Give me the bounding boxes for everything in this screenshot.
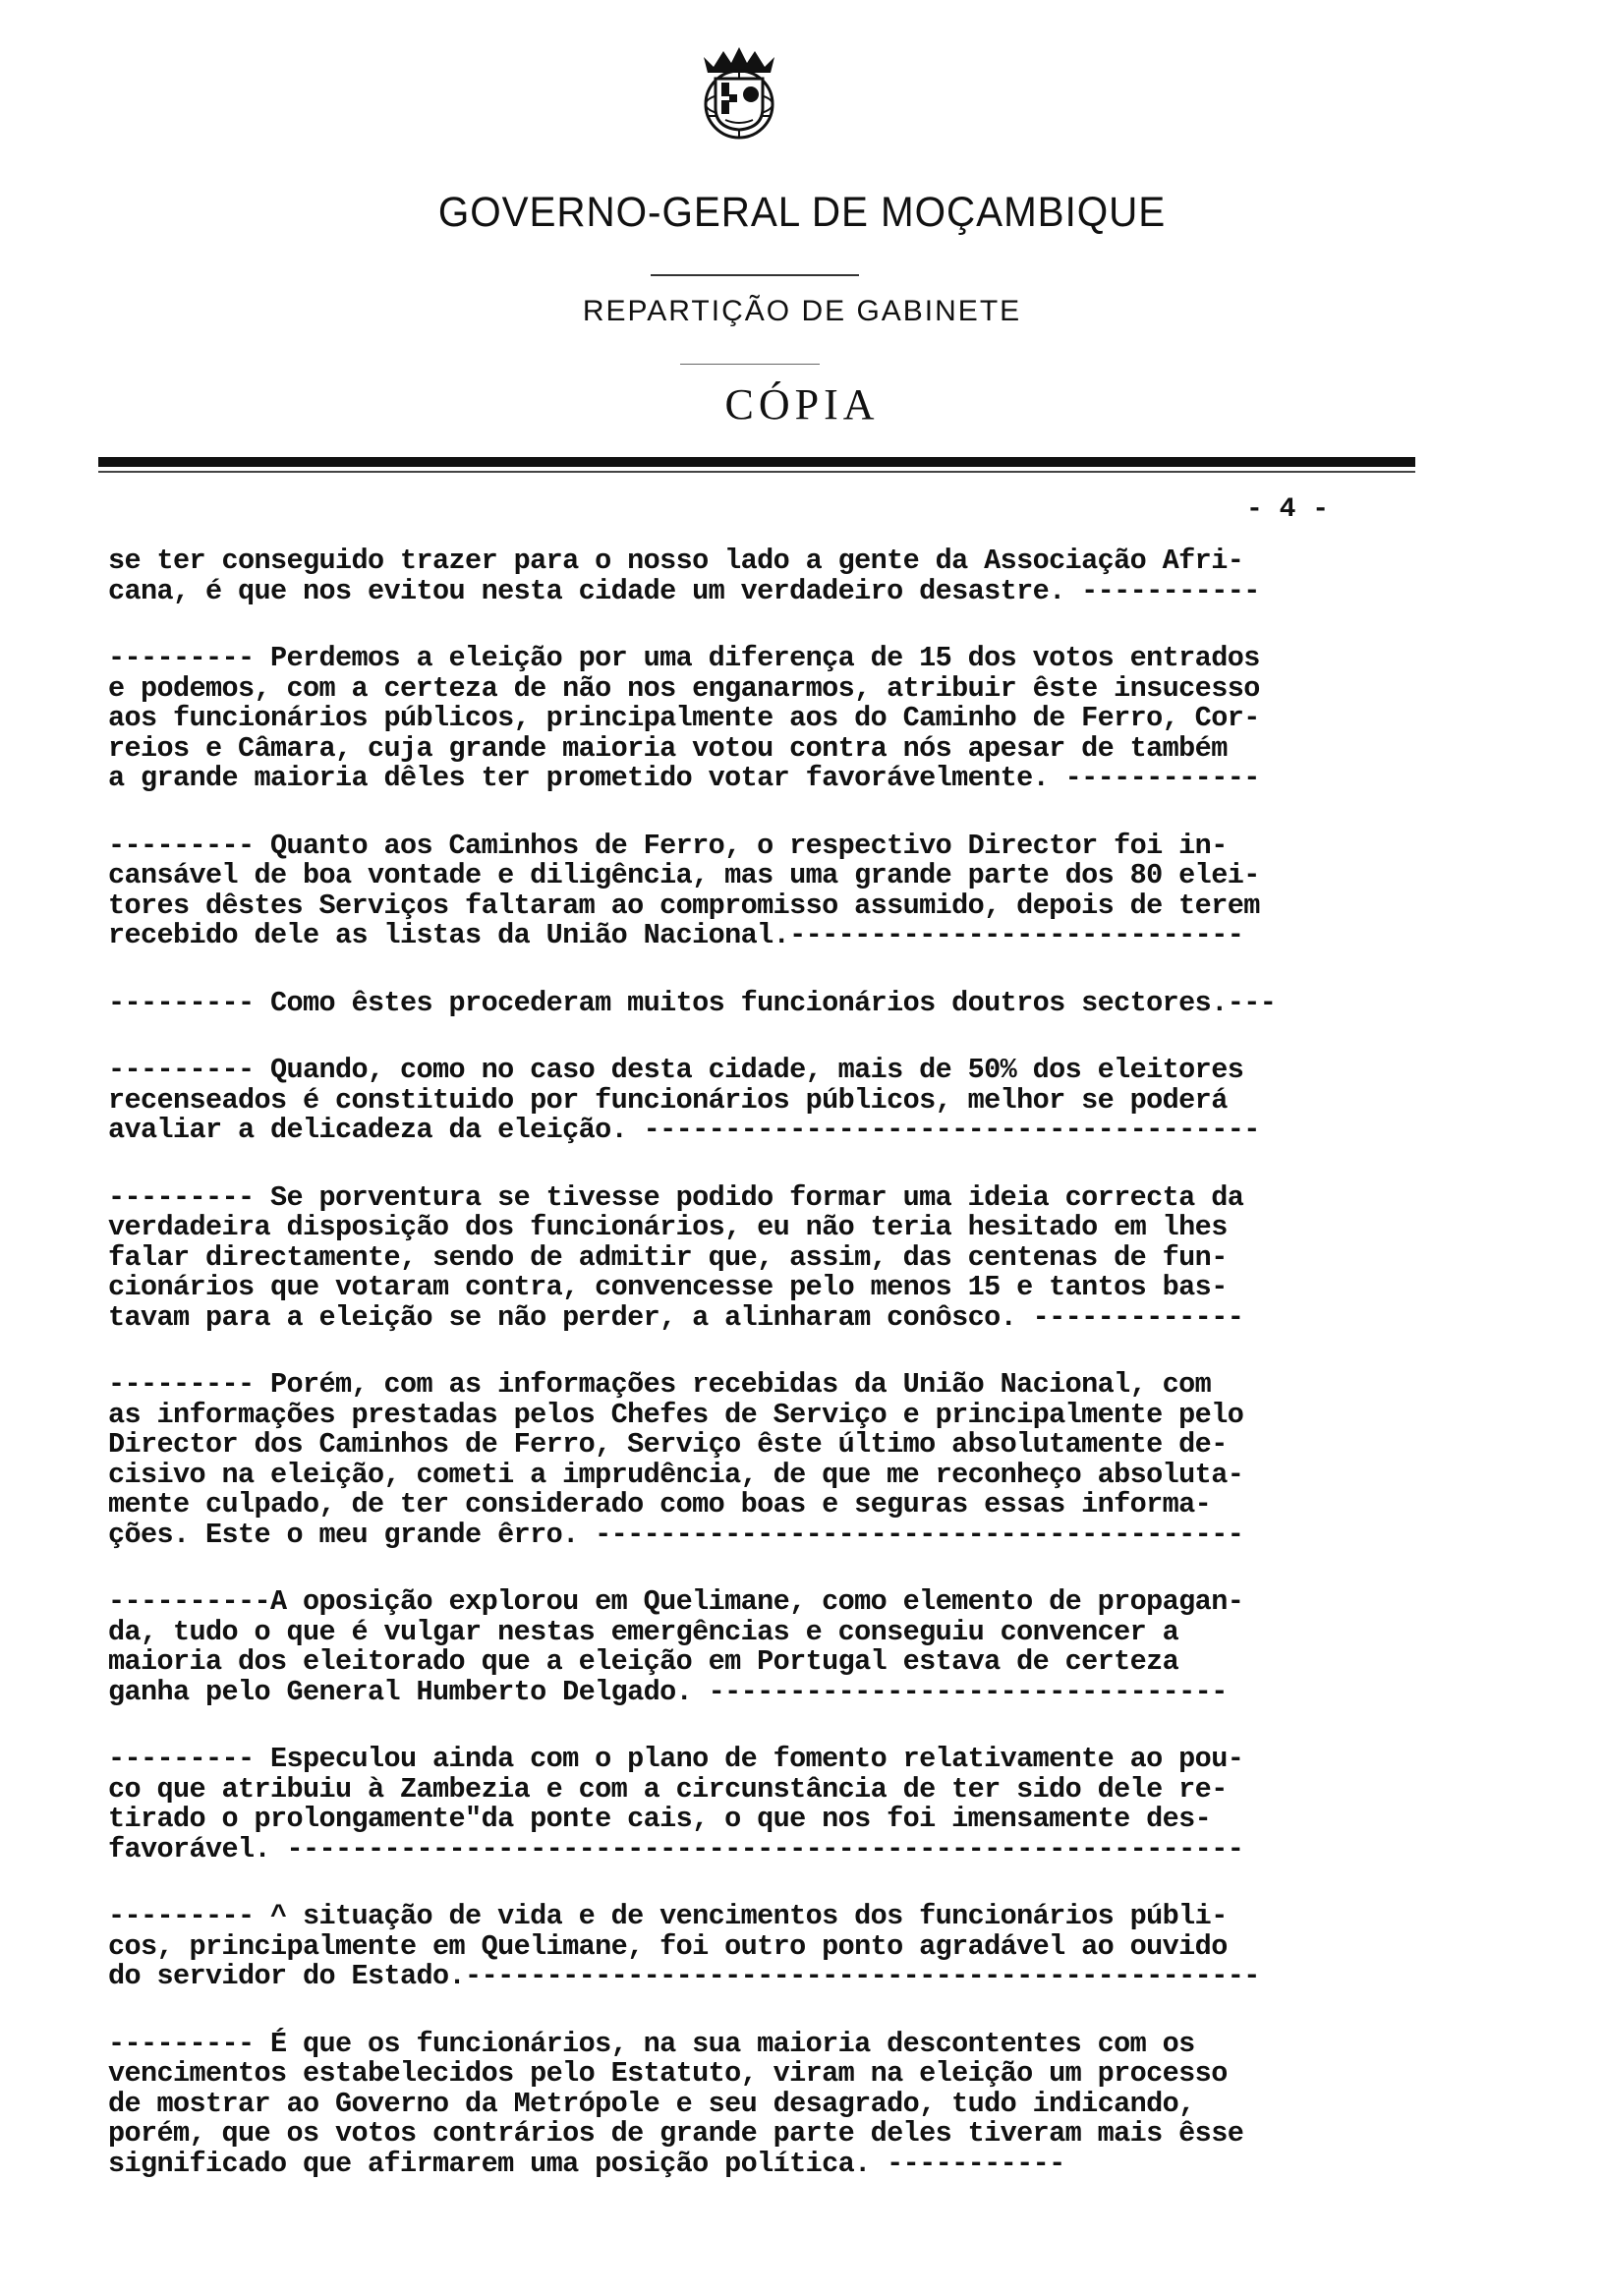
paragraph [108,546,1523,606]
header-rule-thick [98,457,1415,467]
text-line: avaliar a delicadeza da eleição. -------------------------------------- [108,1114,1260,1146]
paragraph [108,1587,1523,1707]
text-line: reios e Câmara, cuja grande maioria votou contra nós apesar de também [108,731,1228,765]
text-line: cos, principalmente em Quelimane, foi outro ponto agradável ao ouvido [108,1929,1228,1963]
paragraph [108,1056,1523,1146]
text-line: co que atribuiu à Zambezia e com a circunstância de ter sido dele re- [108,1772,1228,1806]
text-line: tavam para a eleição se não perder, a alinharam conôsco. ------------- [108,1300,1244,1334]
text-line: ções. Este o meu grande êrro. ---------------------------------------- [108,1518,1244,1551]
paragraph [108,1745,1523,1865]
text-line: da, tudo o que é vulgar nestas emergências e conseguiu convencer a [108,1615,1179,1648]
text-line: vencimentos estabelecidos pelo Estatuto, viram na eleição um processo [108,2057,1228,2090]
text-line: cisivo na eleição, cometi a imprudência, de que me reconheço absoluta- [108,1458,1244,1491]
text-line: --------- Se porventura se tivesse podido formar uma ideia correcta da [108,1180,1244,1214]
text-line: a grande maioria dêles ter prometido votar favorávelmente. ------------ [108,762,1260,794]
text-line: e podemos, com a certeza de não nos enganarmos, atribuir êste insucesso [108,671,1260,705]
paragraph [108,1370,1523,1550]
page-number: - 4 - [1246,494,1330,525]
divider [680,364,820,365]
text-line: --------- Quando, como no caso desta cidade, mais de 50% dos eleitores [108,1054,1244,1086]
paragraph [108,2027,1523,2180]
text-line: porém, que os votos contrários de grande parte deles tiveram mais êsse [108,2117,1244,2150]
text-line: --------- É que os funcionários, na sua maioria descontentes com os [108,2027,1195,2060]
text-line: --------- Quanto aos Caminhos de Ferro, o respectivo Director foi in- [108,829,1228,862]
paragraph [108,986,1523,1019]
text-line: do servidor do Estado.------------------------------------------------- [108,1960,1260,1992]
text-line: --------- Especulou ainda com o plano de fomento relativamente ao pou- [108,1743,1244,1775]
coat-of-arms-icon [694,43,784,144]
text-line: se ter conseguido trazer para o nosso lado a gente da Associação Afri- [108,545,1244,577]
text-line: recenseados é constituido por funcionários públicos, melhor se poderá [108,1083,1228,1117]
department-title: REPARTIÇÃO DE GABINETE [582,295,1022,327]
copy-label: CÓPIA [724,380,880,429]
body-text [108,546,1523,2216]
text-line: Director dos Caminhos de Ferro, Serviço êste último absolutamente de- [108,1428,1228,1461]
paragraph [108,644,1523,794]
text-line: recebido dele as listas da União Nacional.---------------------------- [108,919,1244,951]
text-line: tirado o prolongamente"da ponte cais, o que nos foi imensamente des- [108,1803,1212,1835]
text-line: --------- Porém, com as informações recebidas da União Nacional, com [108,1368,1212,1401]
paragraph [108,1180,1523,1334]
header-rule-thin [98,471,1415,473]
text-line: verdadeira disposição dos funcionários, eu não teria hesitado em lhes [108,1211,1228,1243]
text-line: ganha pelo General Humberto Delgado. -------------------------------- [108,1675,1228,1708]
text-line: favorável. ----------------------------------------------------------- [108,1832,1244,1866]
divider [651,274,859,276]
text-line: cionários que votaram contra, convencesse pelo menos 15 e tantos bas- [108,1271,1228,1303]
paragraph [108,829,1523,951]
text-line: significado que afirmarem uma posição política. ----------- [108,2147,1065,2180]
text-line: --------- Como êstes procederam muitos funcionários doutros sectores.--- [108,986,1277,1019]
text-line: maioria dos eleitorado que a eleição em Portugal estava de certeza [108,1645,1179,1678]
text-line: cana, é que nos evitou nesta cidade um verdadeiro desastre. ----------- [108,574,1260,607]
text-line: tores dêstes Serviços faltaram ao compromisso assumido, depois de terem [108,889,1260,922]
text-line: ----------A oposição explorou em Quelimane, como elemento de propagan- [108,1585,1244,1618]
text-line: mente culpado, de ter considerado como boas e seguras essas informa- [108,1488,1212,1521]
text-line: cansável de boa vontade e diligência, mas uma grande parte dos 80 elei- [108,859,1260,891]
text-line: --------- Perdemos a eleição por uma diferença de 15 dos votos entrados [108,642,1260,674]
text-line: --------- ^ situação de vida e de vencimentos dos funcionários públi- [108,1900,1228,1932]
paragraph [108,1902,1523,1992]
text-line: as informações prestadas pelos Chefes de Serviço e principalmente pelo [108,1398,1244,1431]
text-line: de mostrar ao Governo da Metrópole e seu desagrado, tudo indicando, [108,2087,1195,2120]
organization-title: GOVERNO-GERAL DE MOÇAMBIQUE [437,189,1167,236]
text-line: falar directamente, sendo de admitir que, assim, das centenas de fun- [108,1240,1228,1274]
text-line: aos funcionários públicos, principalmente aos do Caminho de Ferro, Cor- [108,702,1260,734]
